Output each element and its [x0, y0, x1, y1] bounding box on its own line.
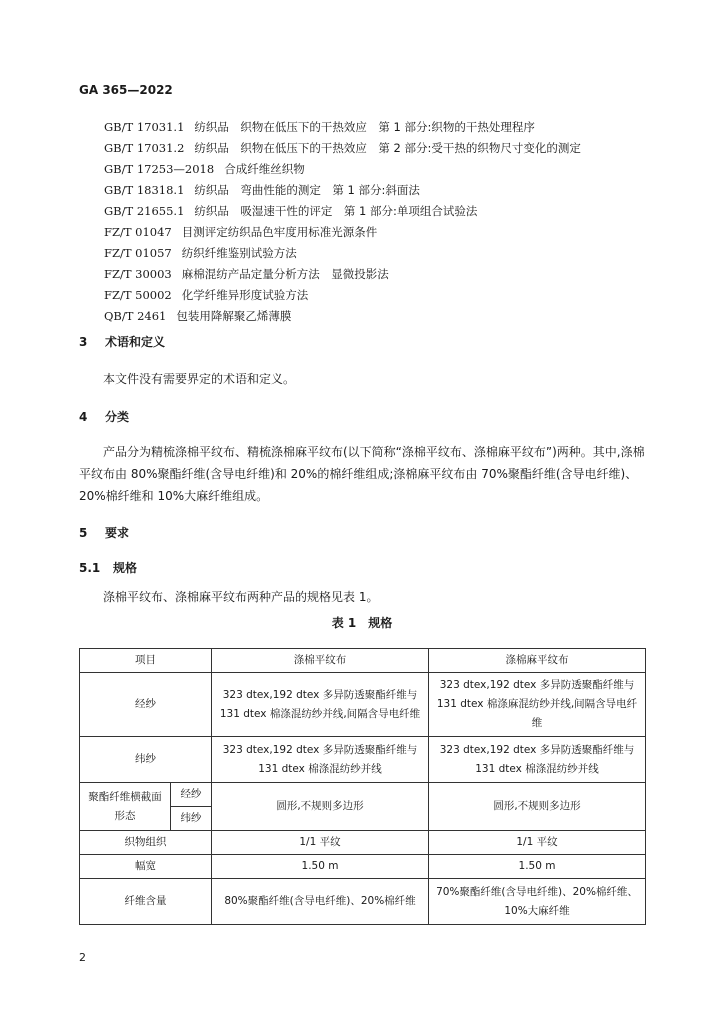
reference-item: [104, 180, 581, 201]
header-polyester-cotton: 涤棉平纹布: [212, 649, 429, 673]
sub-label-warp: 经纱: [171, 783, 212, 807]
reference-code: FZ/T 50002: [104, 288, 172, 302]
row-label-width: 幅宽: [80, 855, 212, 879]
reference-item: [104, 285, 581, 306]
header-item: 项目: [80, 649, 212, 673]
section-number: 3: [79, 335, 88, 349]
reference-item: [104, 243, 581, 264]
section-3-heading: [79, 333, 165, 350]
reference-title: 纺织纤维鉴别试验方法: [181, 246, 297, 260]
reference-code: GB/T 18318.1: [104, 183, 185, 197]
reference-code: GB/T 17031.2: [104, 141, 185, 155]
section-number: 5: [79, 526, 88, 540]
page-number: 2: [79, 951, 86, 964]
row-label-warp: 经纱: [80, 673, 212, 737]
reference-code: GB/T 17031.1: [104, 120, 185, 134]
table-row: [80, 831, 646, 855]
reference-item: [104, 138, 581, 159]
section-4-heading: [79, 408, 129, 425]
reference-item: [104, 264, 581, 285]
reference-title: 纺织品 吸湿速干性的评定 第 1 部分:单项组合试验法: [194, 204, 478, 218]
table-row: [80, 737, 646, 783]
cell-weave-1: 1/1 平纹: [212, 831, 429, 855]
cell-fiber-1: 80%聚酯纤维(含导电纤维)、20%棉纤维: [212, 879, 429, 925]
row-label-weave: 织物组织: [80, 831, 212, 855]
row-label-weft: 纬纱: [80, 737, 212, 783]
reference-code: GB/T 21655.1: [104, 204, 185, 218]
reference-title: 目测评定纺织品色牢度用标准光源条件: [181, 225, 378, 239]
reference-code: QB/T 2461: [104, 309, 167, 323]
reference-title: 化学纤维异形度试验方法: [181, 288, 309, 302]
section-4-body: 产品分为精梳涤棉平纹布、精梳涤棉麻平纹布(以下简称“涤棉平纹布、涤棉麻平纹布”)两种。其中,涤棉平纹布由 80%聚酯纤维(含导电纤维)和 20%的棉纤维组成;涤棉麻平纹布由 70%聚酯纤维(含导电纤维)、20%棉纤维和 10%大麻纤维组成。: [79, 445, 645, 503]
cell-warp-1: 323 dtex,192 dtex 多异防透聚酯纤维与 131 dtex 棉涤混纺纱并线,间隔含导电纤维: [212, 673, 429, 737]
reference-title: 合成纤维丝织物: [224, 162, 305, 176]
section-title: 规格: [113, 561, 138, 575]
reference-item: [104, 222, 581, 243]
reference-title: 纺织品 弯曲性能的测定 第 1 部分:斜面法: [194, 183, 420, 197]
table-header-row: [80, 649, 646, 673]
normative-references-list: [104, 117, 581, 327]
section-5-1-body: 涤棉平纹布、涤棉麻平纹布两种产品的规格见表 1。: [103, 590, 379, 604]
row-label-fiber: 纤维含量: [80, 879, 212, 925]
reference-code: FZ/T 01057: [104, 246, 172, 260]
sub-label-weft: 纬纱: [171, 807, 212, 831]
reference-code: FZ/T 01047: [104, 225, 172, 239]
section-3-body: 本文件没有需要界定的术语和定义。: [103, 372, 296, 386]
table-row: [80, 855, 646, 879]
cell-weft-1: 323 dtex,192 dtex 多异防透聚酯纤维与 131 dtex 棉涤混纺纱并线: [212, 737, 429, 783]
table-row: [80, 879, 646, 925]
table-caption: 表 1 规格: [331, 616, 393, 630]
cell-fiber-2: 70%聚酯纤维(含导电纤维)、20%棉纤维、10%大麻纤维: [429, 879, 646, 925]
section-5-heading: [79, 524, 129, 541]
cell-weft-2: 323 dtex,192 dtex 多异防透聚酯纤维与 131 dtex 棉涤混纺纱并线: [429, 737, 646, 783]
reference-item: [104, 306, 581, 327]
header-polyester-cotton-hemp: 涤棉麻平纹布: [429, 649, 646, 673]
cell-cross-2: 圆形,不规则多边形: [429, 783, 646, 831]
cell-weave-2: 1/1 平纹: [429, 831, 646, 855]
cell-width-2: 1.50 m: [429, 855, 646, 879]
reference-code: GB/T 17253—2018: [104, 162, 215, 176]
cell-cross-1: 圆形,不规则多边形: [212, 783, 429, 831]
reference-title: 包装用降解聚乙烯薄膜: [176, 309, 292, 323]
row-label-cross-section: 聚酯纤维横截面形态: [80, 783, 171, 831]
cell-width-1: 1.50 m: [212, 855, 429, 879]
section-number: 5.1: [79, 561, 101, 575]
reference-item: [104, 159, 581, 180]
reference-title: 纺织品 织物在低压下的干热效应 第 2 部分:受干热的织物尺寸变化的测定: [194, 141, 581, 155]
document-id: GA 365—2022: [79, 83, 173, 97]
spec-table: [79, 648, 646, 925]
section-title: 要求: [105, 526, 130, 540]
section-title: 术语和定义: [105, 335, 166, 349]
section-5-1-heading: [79, 559, 137, 576]
reference-code: FZ/T 30003: [104, 267, 172, 281]
reference-title: 麻棉混纺产品定量分析方法 显微投影法: [181, 267, 389, 281]
table-row: [80, 673, 646, 737]
reference-title: 纺织品 织物在低压下的干热效应 第 1 部分:织物的干热处理程序: [194, 120, 535, 134]
section-title: 分类: [105, 410, 130, 424]
table-row: [80, 783, 646, 807]
cell-warp-2: 323 dtex,192 dtex 多异防透聚酯纤维与 131 dtex 棉涤麻混纺纱并线,间隔含导电纤维: [429, 673, 646, 737]
reference-item: [104, 201, 581, 222]
section-number: 4: [79, 410, 88, 424]
reference-item: [104, 117, 581, 138]
